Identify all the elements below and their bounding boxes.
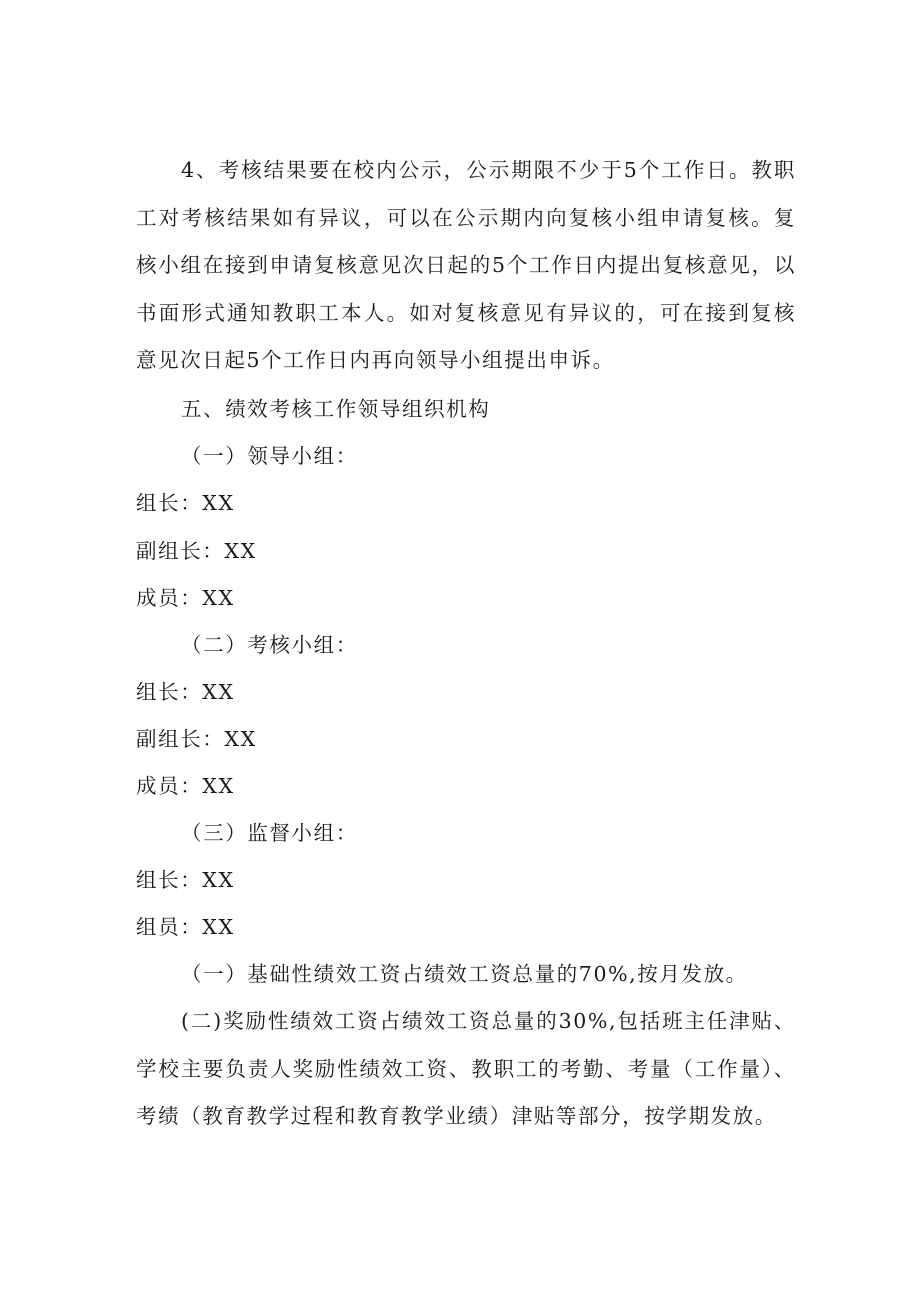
supervision-group-leader: 组长：XX bbox=[136, 868, 235, 892]
leadership-group-members: 成员：XX bbox=[136, 586, 235, 610]
incentive-performance-pay: (二)奖励性绩效工资占绩效工资总量的30%,包括班主任津贴、学校主要负责人奖励性绩效工资、教职工的考勤、考量（工作量）、考绩（教育教学过程和教育教学业绩）津贴等部分，按学期发放。 bbox=[136, 1009, 796, 1128]
assessment-group-deputy: 副组长：XX bbox=[136, 727, 257, 751]
assessment-group-heading: （二）考核小组： bbox=[181, 633, 358, 657]
leadership-group-heading: （一）领导小组： bbox=[181, 444, 358, 468]
assessment-group-leader: 组长：XX bbox=[136, 680, 235, 704]
supervision-group-members: 组员：XX bbox=[136, 915, 235, 939]
supervision-group-heading: （三）监督小组： bbox=[181, 821, 358, 845]
paragraph-review-procedure: 4、考核结果要在校内公示，公示期限不少于5个工作日。教职工对考核结果如有异议，可以在公示期内向复核小组申请复核。复核小组在接到申请复核意见次日起的5个工作日内提出复核意见，以书面形式通知教职工本人。如对复核意见有异议的，可在接到复核意见次日起5个工作日内再向领导小组提出申诉。 bbox=[136, 158, 796, 372]
basic-performance-pay: （一）基础性绩效工资占绩效工资总量的70%,按月发放。 bbox=[181, 962, 748, 986]
leadership-group-leader: 组长：XX bbox=[136, 491, 235, 515]
leadership-group-deputy: 副组长：XX bbox=[136, 539, 257, 563]
assessment-group-members: 成员：XX bbox=[136, 774, 235, 798]
section-heading-organization: 五、绩效考核工作领导组织机构 bbox=[181, 397, 491, 421]
